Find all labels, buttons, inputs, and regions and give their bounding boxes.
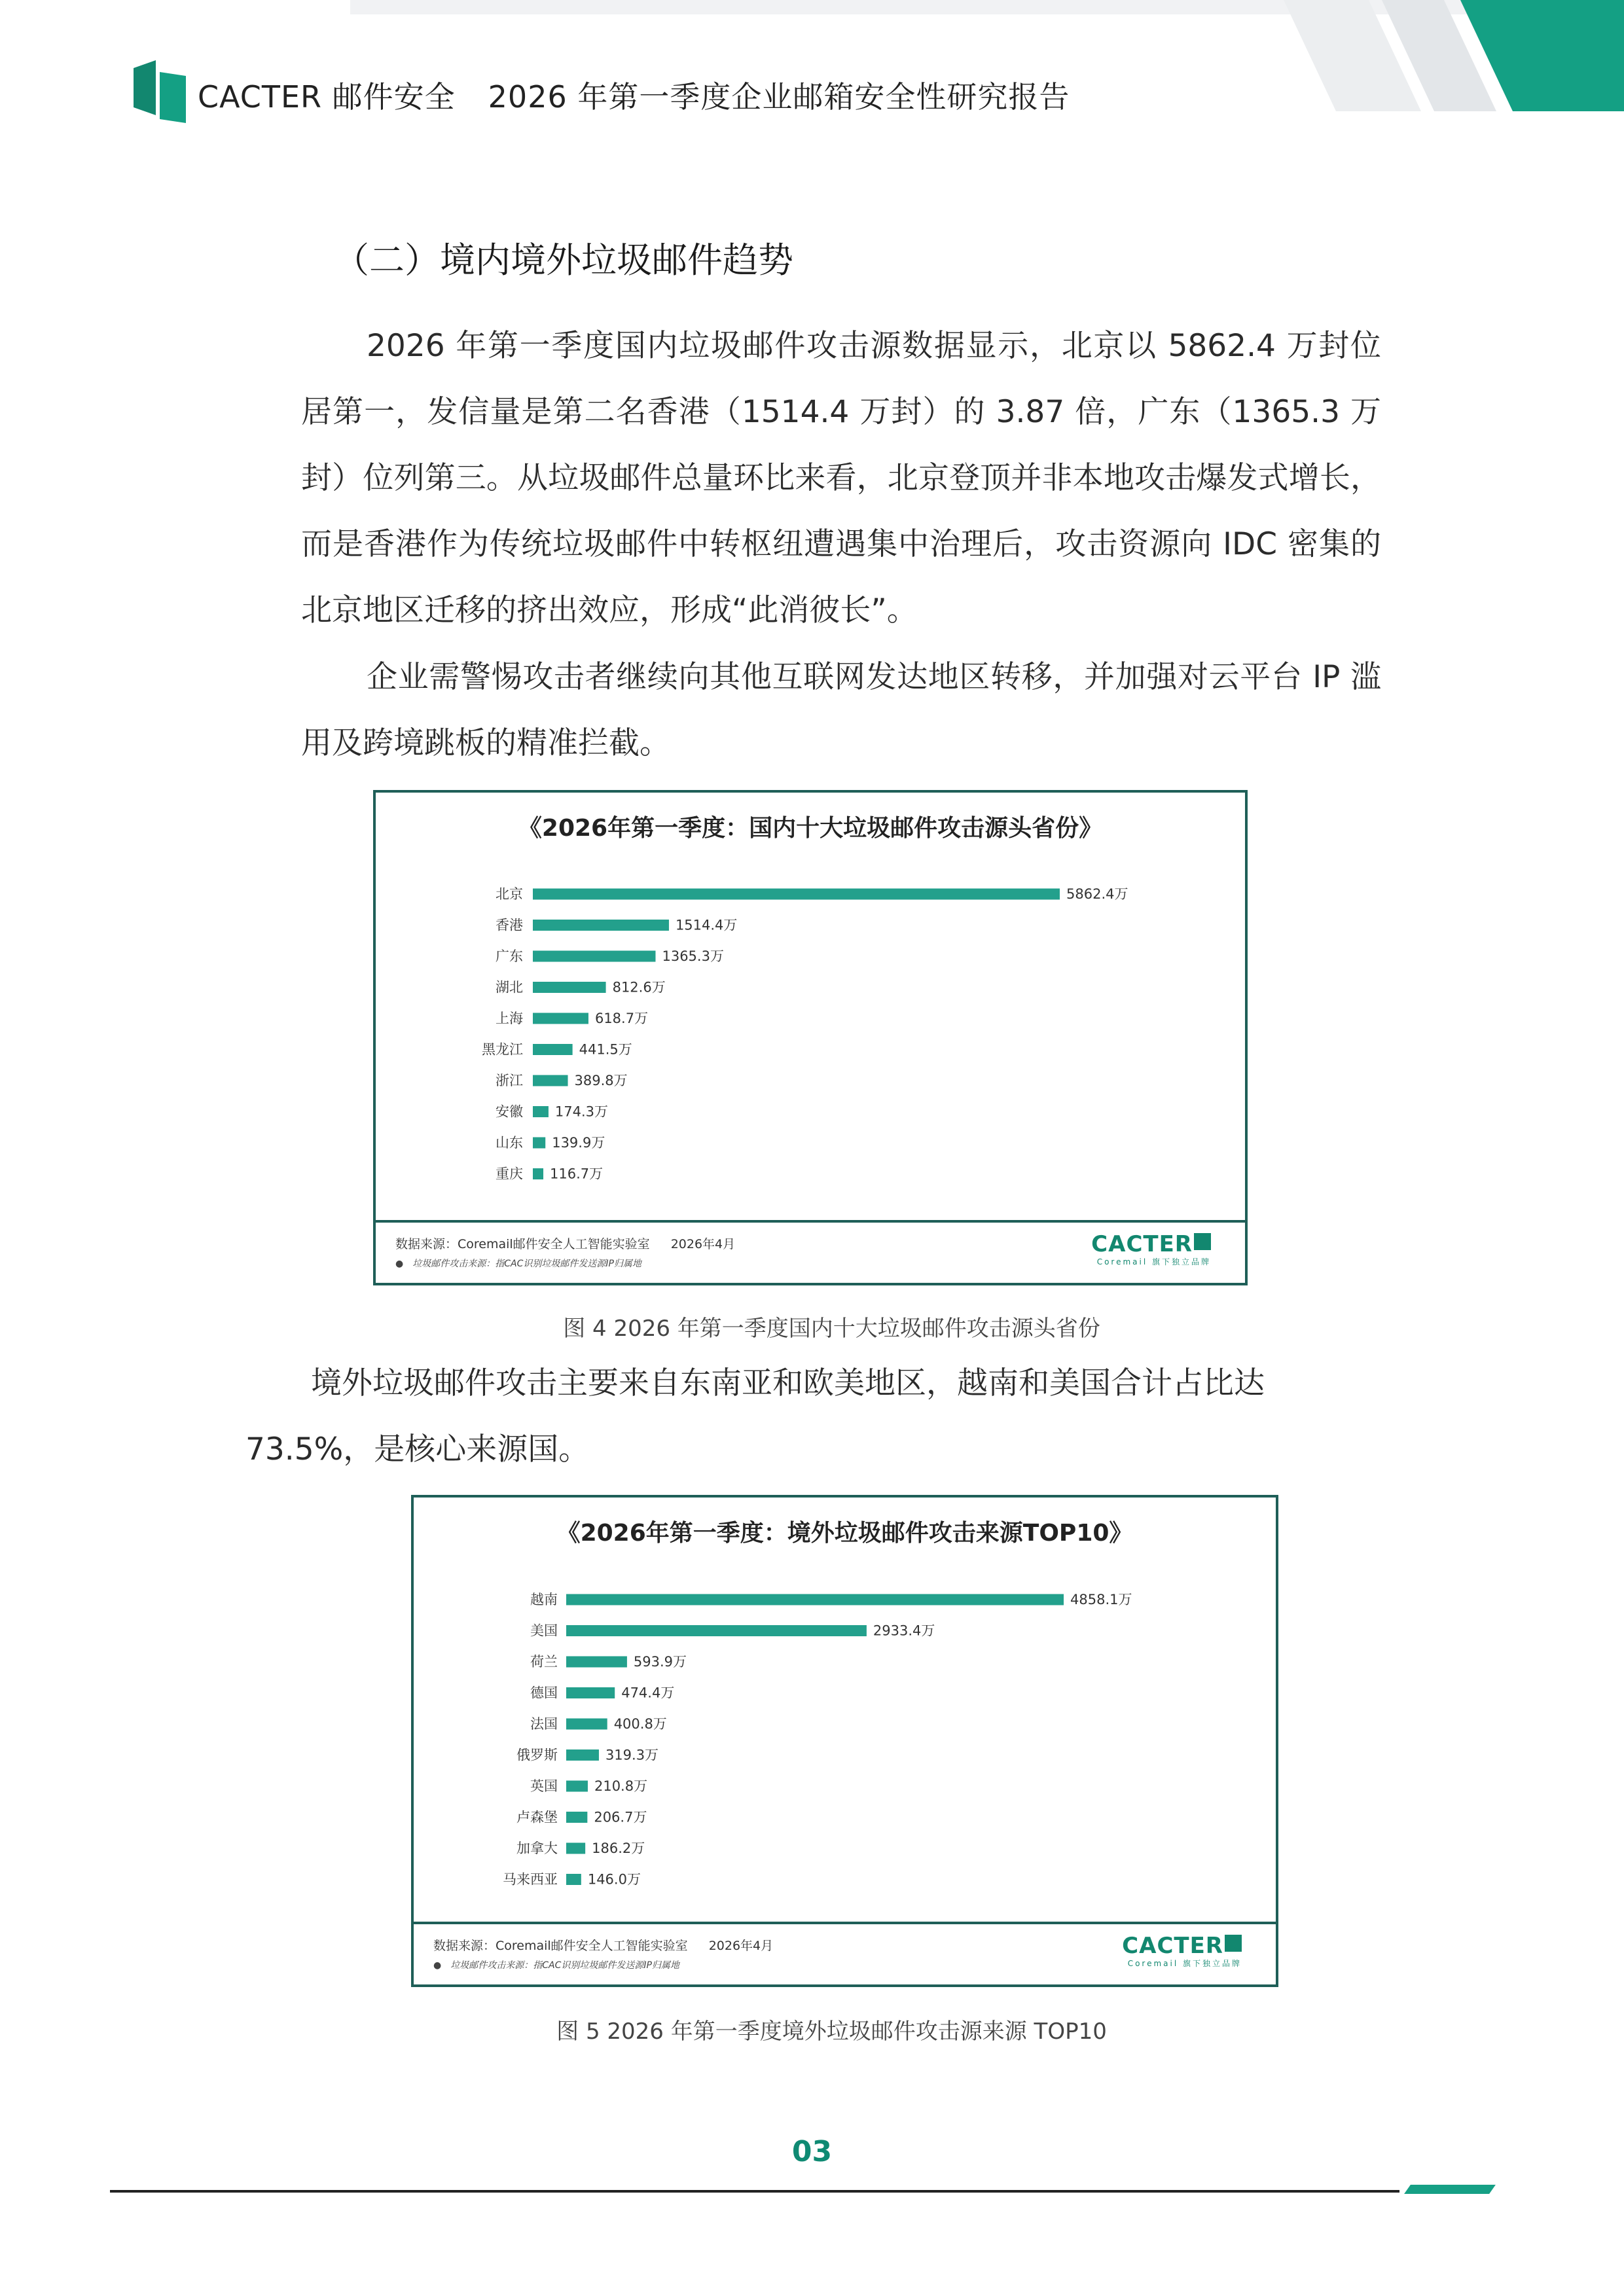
bar [533, 1013, 588, 1024]
category-label: 马来西亚 [503, 1871, 558, 1888]
brand-name: CACTER [1091, 1231, 1193, 1257]
bar [566, 1594, 1064, 1605]
cacter-logo-icon [134, 60, 186, 123]
bullet-icon: ● [395, 1259, 404, 1269]
header-decoration [1284, 0, 1624, 111]
bar [533, 920, 669, 931]
data-source [433, 1936, 773, 1954]
value-label: 174.3万 [554, 1103, 609, 1120]
category-label: 上海 [496, 1011, 523, 1026]
value-label: 1365.3万 [662, 948, 724, 964]
category-label: 浙江 [496, 1073, 523, 1088]
bar [566, 1812, 587, 1823]
bar [566, 1687, 615, 1698]
value-label: 618.7万 [594, 1011, 649, 1026]
section-title: （二）境内境外垃圾邮件趋势 [334, 240, 793, 281]
brand-mark-icon [1225, 1935, 1242, 1952]
figure-footer [376, 1220, 1245, 1283]
value-label: 474.4万 [621, 1685, 675, 1701]
figure-overseas-top10 [411, 1495, 1278, 1987]
bar [533, 889, 1060, 900]
category-label: 英国 [530, 1778, 558, 1794]
value-label: 186.2万 [592, 1840, 645, 1856]
value-label: 1514.4万 [675, 917, 738, 933]
data-source [395, 1234, 735, 1252]
bullet-icon: ● [433, 1960, 442, 1971]
value-label: 812.6万 [612, 979, 666, 996]
bar [566, 1749, 599, 1761]
bar [566, 1843, 585, 1854]
value-label: 400.8万 [613, 1716, 667, 1732]
value-label: 139.9万 [552, 1135, 605, 1151]
figure-domestic-top10 [373, 790, 1248, 1285]
bar [533, 1075, 568, 1086]
bar [533, 1168, 543, 1179]
category-label: 俄罗斯 [516, 1747, 558, 1763]
bar [566, 1625, 867, 1636]
cacter-brand [1122, 1933, 1242, 1969]
value-label: 2933.4万 [873, 1623, 935, 1639]
data-note [395, 1257, 641, 1270]
category-label: 安徽 [496, 1103, 523, 1120]
brand-subtitle: Coremail 旗下独立品牌 [1096, 1257, 1211, 1266]
category-label: 荷兰 [530, 1654, 558, 1670]
value-label: 116.7万 [550, 1166, 604, 1182]
category-label: 法国 [530, 1716, 558, 1732]
paragraph-enterprise-warning [301, 644, 1381, 776]
category-label: 山东 [496, 1135, 523, 1151]
brand-subtitle: Coremail 旗下独立品牌 [1127, 1959, 1242, 1968]
category-label: 越南 [530, 1592, 558, 1607]
data-source-text: 数据来源：Coremail邮件安全人工智能实验室 [433, 1939, 688, 1953]
bar [566, 1781, 588, 1792]
figure-title: 《2026年第一季度：境外垃圾邮件攻击来源TOP10》 [556, 1520, 1133, 1547]
footer-divider [110, 2190, 1399, 2193]
category-label: 重庆 [496, 1166, 523, 1182]
value-label: 441.5万 [579, 1041, 632, 1058]
bar [533, 1106, 549, 1117]
overseas-bar-chart [414, 1576, 1276, 1890]
paragraph-domestic-summary [301, 313, 1381, 643]
bar [533, 982, 606, 993]
brand-name: CACTER [1122, 1933, 1223, 1959]
category-label: 湖北 [496, 979, 523, 996]
footer-accent [1404, 2185, 1496, 2194]
bar [566, 1657, 627, 1668]
category-label: 卢森堡 [516, 1809, 558, 1825]
category-label: 美国 [530, 1623, 558, 1639]
value-label: 593.9万 [633, 1654, 687, 1670]
value-label: 4858.1万 [1070, 1592, 1132, 1607]
paragraph-overseas-summary [245, 1350, 1384, 1482]
bar [533, 1138, 545, 1149]
data-source-date: 2026年4月 [708, 1939, 774, 1953]
data-source-date: 2026年4月 [670, 1237, 736, 1251]
header-report-title: 2026 年第一季度企业邮箱安全性研究报告 [488, 79, 1070, 115]
category-label: 北京 [496, 886, 523, 902]
data-note-text: 垃圾邮件攻击来源：指CAC识别垃圾邮件发送源IP归属地 [450, 1960, 679, 1971]
value-label: 210.8万 [594, 1778, 648, 1794]
value-label: 389.8万 [574, 1073, 628, 1088]
value-label: 5862.4万 [1066, 886, 1128, 902]
paragraph-text: 境外垃圾邮件攻击主要来自东南亚和欧美地区，越南和美国合计占比达 73.5%，是核心来源国。 [245, 1365, 1265, 1467]
category-label: 黑龙江 [482, 1041, 523, 1058]
value-label: 146.0万 [587, 1871, 641, 1888]
category-label: 加拿大 [516, 1840, 558, 1856]
category-label: 香港 [496, 917, 523, 933]
header-brand: CACTER 邮件安全 [198, 79, 456, 115]
domestic-bar-chart [376, 871, 1245, 1185]
bar [566, 1719, 607, 1730]
data-note-text: 垃圾邮件攻击来源：指CAC识别垃圾邮件发送源IP归属地 [412, 1259, 641, 1269]
figure-title: 《2026年第一季度：国内十大垃圾邮件攻击源头省份》 [518, 815, 1103, 842]
cacter-brand [1091, 1232, 1211, 1267]
data-note [433, 1958, 679, 1971]
page-number: 03 [791, 2135, 833, 2168]
paragraph-text: 企业需警惕攻击者继续向其他互联网发达地区转移，并加强对云平台 IP 滥用及跨境跳板的精准拦截。 [301, 659, 1381, 761]
category-label: 广东 [496, 948, 523, 964]
paragraph-text: 2026 年第一季度国内垃圾邮件攻击源数据显示，北京以 5862.4 万封位居第一，发信量是第二名香港（1514.4 万封）的 3.87 倍，广东（1365.3 万封）位列第三。从垃圾邮件总量环比来看，北京登顶并非本地攻击爆发式增长，而是香港作为传统垃圾邮件中转枢纽遭遇集中治理后，攻击资源向 IDC 密集的北京地区迁移的挤出效应，形成“此消彼长”。 [301, 328, 1381, 628]
figure-caption: 图 5 2026 年第一季度境外垃圾邮件攻击源来源 TOP10 [556, 2018, 1107, 2045]
data-source-text: 数据来源：Coremail邮件安全人工智能实验室 [395, 1237, 650, 1251]
figure-caption: 图 4 2026 年第一季度国内十大垃圾邮件攻击源头省份 [563, 1316, 1100, 1342]
bar [566, 1874, 581, 1885]
brand-mark-icon [1194, 1233, 1211, 1250]
value-label: 319.3万 [605, 1747, 659, 1763]
figure-footer [414, 1922, 1276, 1984]
bar [533, 1044, 573, 1055]
value-label: 206.7万 [594, 1809, 647, 1825]
header-title [198, 73, 1070, 117]
bar [533, 951, 655, 962]
category-label: 德国 [530, 1685, 558, 1701]
